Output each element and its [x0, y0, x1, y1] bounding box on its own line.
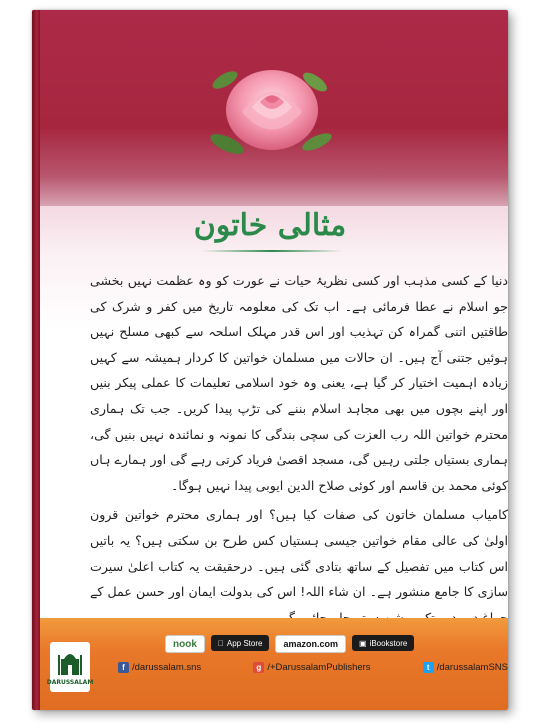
- google-plus-link[interactable]: [253, 662, 370, 673]
- book-back-cover: [32, 10, 508, 710]
- book-spine: [32, 10, 40, 710]
- facebook-handle: /darussalam.sns: [132, 662, 202, 673]
- facebook-icon: f: [118, 662, 129, 673]
- twitter-link[interactable]: [423, 662, 508, 673]
- blurb: [90, 268, 508, 634]
- apple-icon: [218, 639, 224, 648]
- book-title: مثالی خاتون: [193, 208, 347, 243]
- amazon-badge[interactable]: amazon.com: [275, 635, 346, 653]
- ibookstore-label: iBookstore: [363, 638, 402, 648]
- publisher-logo-text: DARUSSALAM: [46, 678, 94, 686]
- publisher-logo: [46, 642, 94, 692]
- title-underline: [202, 250, 342, 252]
- twitter-icon: t: [423, 662, 434, 673]
- twitter-handle: /darussalamSNS: [436, 662, 508, 673]
- app-store-badge[interactable]: [211, 635, 270, 651]
- facebook-link[interactable]: [118, 662, 201, 673]
- nook-badge[interactable]: nook: [165, 635, 205, 653]
- google-plus-icon: g: [253, 662, 264, 673]
- social-links: [118, 662, 508, 673]
- book-icon: ▣: [352, 638, 361, 648]
- blurb-paragraph-1: دنیا کے کسی مذہب اور کسی نظریۂ حیات نے عورت کو وہ عظمت نہیں بخشی جو اسلام نے عطا فرمائی ہے۔ اب تک کی معلومہ تاریخ میں کفر و شرک کی طاقتیں اتنی گمراہ کن تہذیب اور اس قدر مہلک اسلحہ سے کبھی مسلح نہیں ہوئیں جتنی آج ہیں۔ ان حالات میں مسلمان خواتین کا کردار ہمیشہ سے کہیں زیادہ اہمیت اختیار کر گیا ہے، یعنی وہ خود اسلامی تعلیمات کا عملی پیکر بنیں اور اپنے بچوں میں بھی مجاہد اسلام بننے کی تڑپ پیدا کریں۔ جب تک ہماری محترم خواتین اللہ رب العزت کی سچی بندگی کا نمونہ و نمائندہ نہیں بنیں گی، ہماری بستیاں جلتی رہیں گی، مسجد اقصیٰ فریاد کرتی رہے گی اور ہمارے ہاں کوئی محمد بن قاسم اور کوئی صلاح الدین ایوبی پیدا نہیں ہوگا۔: [90, 273, 508, 493]
- google-plus-handle: /+DarussalamPublishers: [267, 662, 371, 673]
- blurb-paragraph-2: کامیاب مسلمان خاتون کی صفات کیا ہیں؟ اور ہماری محترم خواتین قرون اولیٰ کی عالی مقام خواتین جیسی ہستیاں کس طرح بن سکتی ہیں؟ یہ باتیں اس کتاب میں تفصیل کے ساتھ بتادی گئی ہیں۔ درحقیقت یہ کتاب اعلیٰ سیرت سازی کا جامع منشور ہے۔ ان شاء اللہ! اس کی بدولت ایمان اور حسن عمل کے: [90, 507, 508, 600]
- app-store-label: App Store: [220, 638, 257, 648]
- mosque-icon: [58, 649, 82, 677]
- ibookstore-badge[interactable]: [352, 635, 414, 651]
- store-badges: [165, 635, 414, 653]
- rose-image: [197, 52, 347, 167]
